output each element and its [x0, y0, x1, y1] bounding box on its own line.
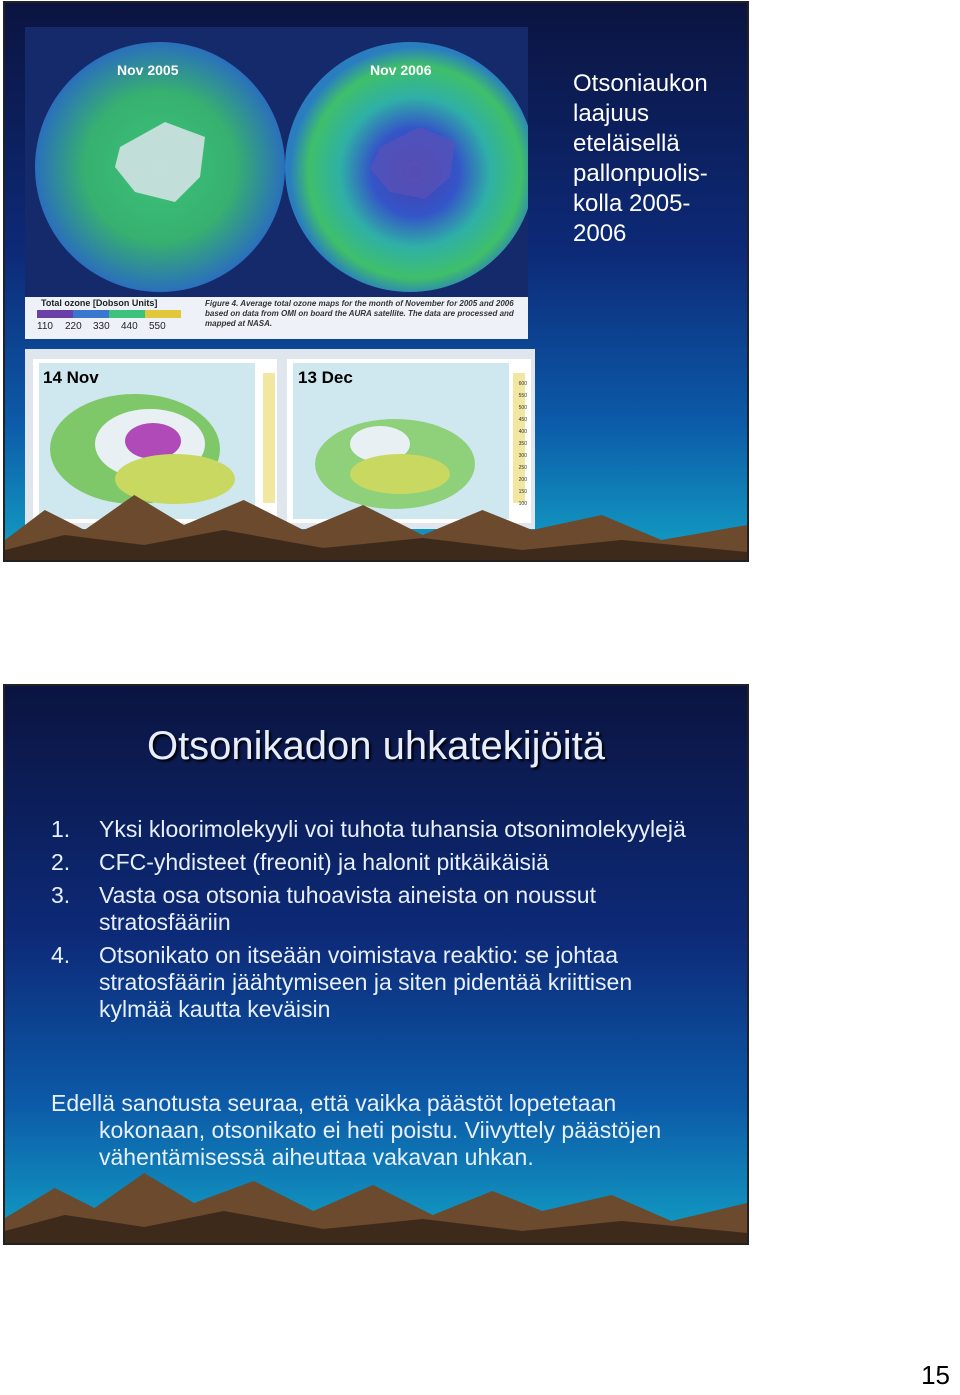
- scale-tick: 150: [518, 489, 527, 495]
- legend-tick: 110: [37, 321, 53, 332]
- scale-tick: 300: [518, 453, 527, 459]
- list-item: 4. Otsonikato on itseään voimistava reaktio: se johtaa stratosfäärin jäähtymiseen ja siten pidentää kriittisen kylmää kautta keväisin: [51, 942, 633, 1022]
- ozone-map-nov-2005-2006: [25, 27, 528, 339]
- slide2-title: Otsonikadon uhkatekijöitä: [146, 724, 606, 768]
- scale-tick: 600: [518, 381, 527, 387]
- mountains-decoration: [5, 1153, 747, 1243]
- label-13-dec: 13 Dec: [298, 368, 353, 387]
- scale-tick: 350: [518, 441, 527, 447]
- slide-ozone-threats: [3, 684, 749, 1245]
- label-14-nov: 14 Nov: [43, 368, 99, 387]
- list-item: 1. Yksi kloorimolekyyli voi tuhota tuhansia otsonimolekyylejä: [51, 816, 686, 842]
- scale-tick: 100: [518, 501, 527, 507]
- threat-list: [51, 816, 711, 1029]
- ozone-globes-image: [25, 27, 528, 339]
- list-item: 2. CFC-yhdisteet (freonit) ja halonit pitkäikäisiä: [51, 849, 549, 875]
- slide1-caption: Otsoniaukon laajuus eteläisellä pallonpuolis-kolla 2005-2006: [573, 70, 708, 247]
- page-number: 15: [921, 1360, 950, 1390]
- label-nov-2006: Nov 2006: [370, 62, 432, 78]
- list-item: 3. Vasta osa otsonia tuhoavista aineista on noussut stratosfääriin: [51, 882, 596, 935]
- scale-tick: 550: [518, 393, 527, 399]
- scale-tick: 500: [518, 405, 527, 411]
- scale-tick: 200: [518, 477, 527, 483]
- scale-tick: 250: [518, 465, 527, 471]
- figure-caption: Figure 4. Average total ozone maps for the month of November for 2005 and 2006 based on data from OMI on board the AURA satellite. The data are processed and mapped at NASA.: [205, 299, 514, 328]
- legend-tick: 220: [65, 321, 82, 332]
- label-nov-2005: Nov 2005: [117, 62, 179, 78]
- scale-tick: 450: [518, 417, 527, 423]
- legend-tick: 550: [149, 321, 166, 332]
- legend-tick: 440: [121, 321, 138, 332]
- conclusion-text: Edellä sanotusta seuraa, että vaikka päästöt lopetetaan kokonaan, otsonikato ei heti poistu. Viivyttely päästöjen vähentämisessä aiheuttaa vakavan uhkan.: [51, 1090, 662, 1170]
- slide-ozone-hole: [3, 1, 749, 562]
- scale-tick: 400: [518, 429, 527, 435]
- mountains-decoration: [5, 470, 747, 560]
- legend-tick: 330: [93, 321, 110, 332]
- legend-title: Total ozone [Dobson Units]: [41, 298, 158, 308]
